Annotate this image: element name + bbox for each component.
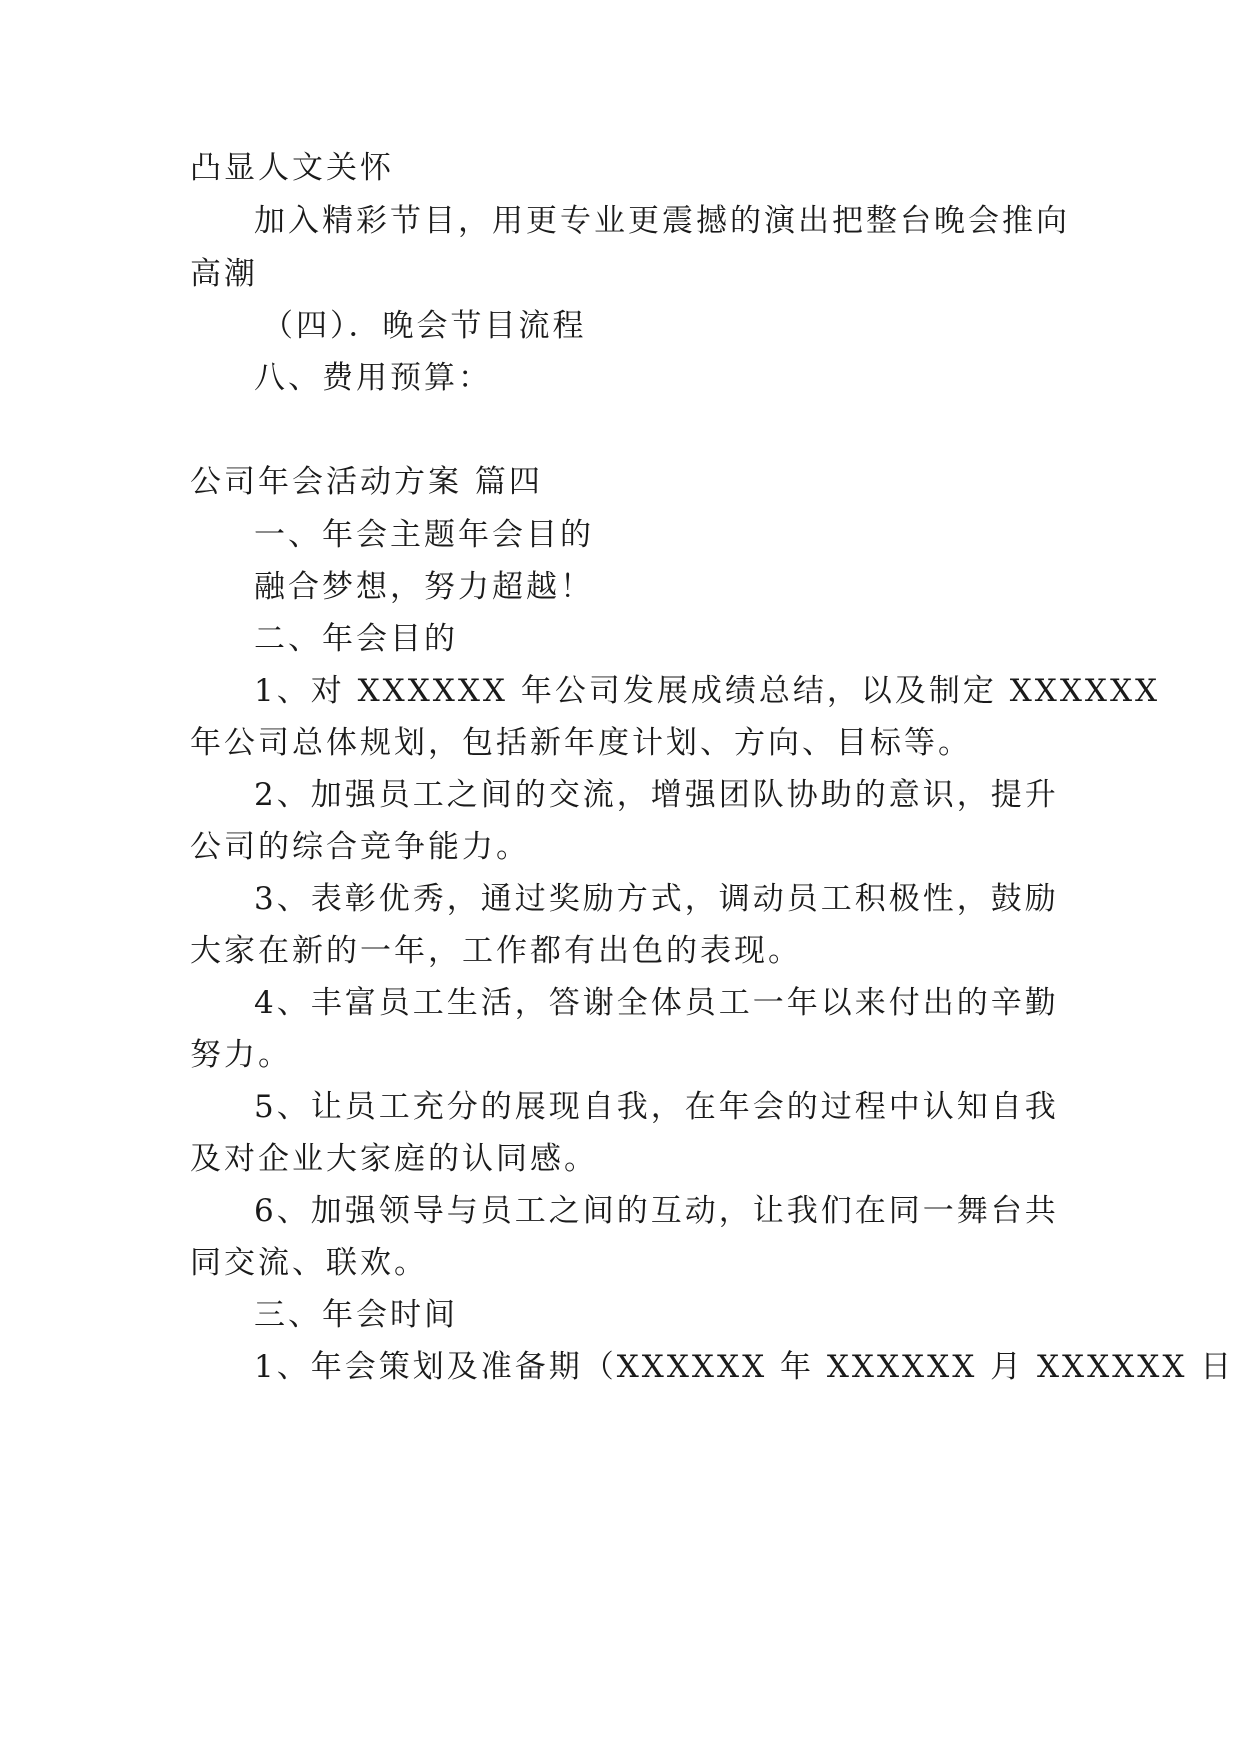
section-heading: 一、年会主题年会目的 bbox=[254, 517, 594, 553]
text-line: 公司的综合竞争能力。 bbox=[190, 829, 530, 865]
list-item: 2、加强员工之间的交流，增强团队协助的意识，提升 bbox=[254, 777, 1059, 813]
text-line: 努力。 bbox=[190, 1037, 292, 1073]
text-line: 大家在新的一年，工作都有出色的表现。 bbox=[190, 933, 802, 969]
document-title: 公司年会活动方案 篇四 bbox=[190, 464, 543, 500]
section-heading: 八、费用预算： bbox=[254, 360, 492, 396]
list-item: 1、对 XXXXXX 年公司发展成绩总结，以及制定 XXXXXX bbox=[254, 673, 1161, 709]
text-line: 年公司总体规划，包括新年度计划、方向、目标等。 bbox=[190, 725, 972, 761]
section-heading: 二、年会目的 bbox=[254, 621, 458, 657]
text-line: 及对企业大家庭的认同感。 bbox=[190, 1141, 598, 1177]
text-line: 凸显人文关怀 bbox=[190, 150, 394, 186]
text-line: 融合梦想，努力超越！ bbox=[254, 569, 594, 605]
list-item: 3、表彰优秀，通过奖励方式，调动员工积极性，鼓励 bbox=[254, 881, 1059, 917]
list-item: 4、丰富员工生活，答谢全体员工一年以来付出的辛勤 bbox=[254, 985, 1059, 1021]
text-line: 高潮 bbox=[190, 256, 258, 292]
section-heading: （四）．晚会节目流程 bbox=[262, 308, 587, 344]
text-line: 同交流、联欢。 bbox=[190, 1245, 428, 1281]
section-heading: 三、年会时间 bbox=[254, 1297, 458, 1333]
list-item: 5、让员工充分的展现自我，在年会的过程中认知自我 bbox=[254, 1089, 1059, 1125]
list-item: 1、年会策划及准备期（XXXXXX 年 XXXXXX 月 XXXXXX 日 bbox=[254, 1349, 1235, 1385]
list-item: 6、加强领导与员工之间的互动，让我们在同一舞台共 bbox=[254, 1193, 1059, 1229]
text-line: 加入精彩节目，用更专业更震撼的演出把整台晚会推向 bbox=[254, 203, 1070, 239]
